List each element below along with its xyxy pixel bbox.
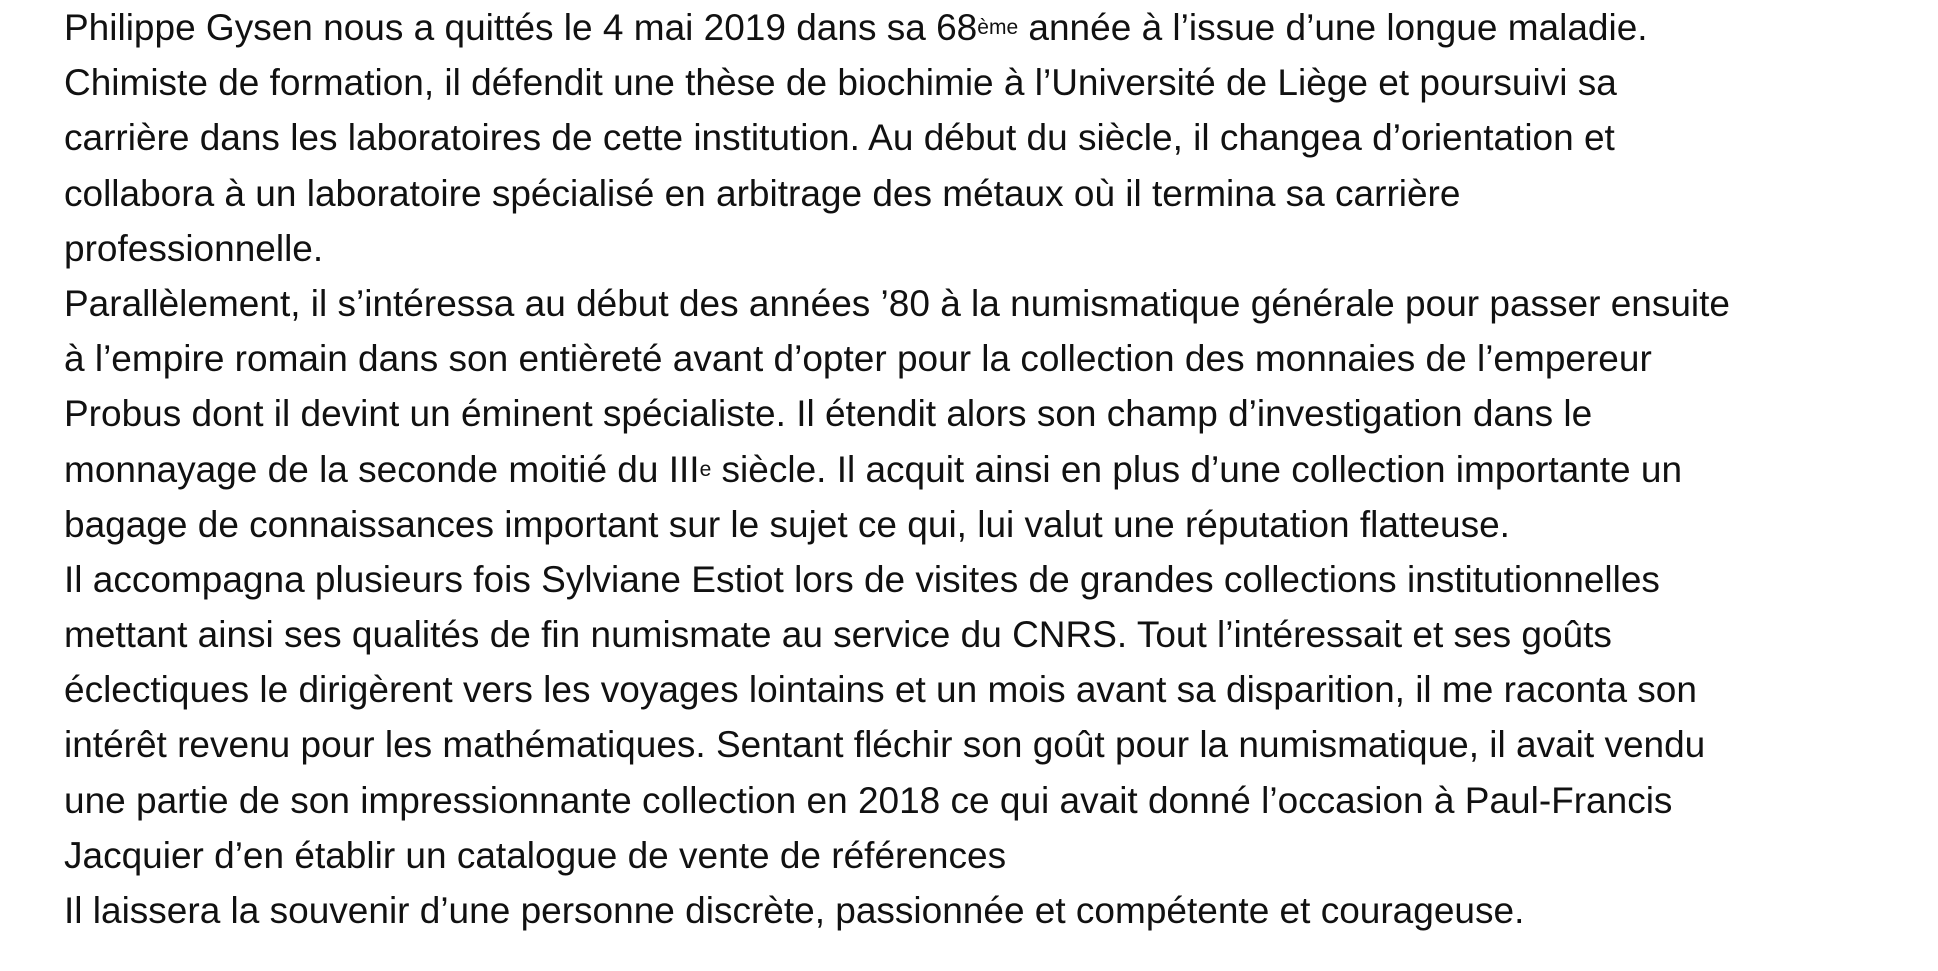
document-body [64,0,1924,938]
text-line: intérêt revenu pour les mathématiques. Sentant fléchir son goût pour la numismatique, il avait vendu [64,724,1706,766]
text-segment: Philippe Gysen nous a quittés le 4 mai 2019 dans sa 68 [64,7,978,48]
text-line: éclectiques le dirigèrent vers les voyages lointains et un mois avant sa disparition, il me raconta son [64,669,1697,711]
text-line: professionnelle. [64,227,324,269]
text-segment: monnayage de la seconde moitié du III [64,448,700,490]
text-segment: siècle. Il acquit ainsi en plus d’une collection importante un [711,448,1683,490]
text-line: à l’empire romain dans son entièreté avant d’opter pour la collection des monnaies de l’empereur [64,338,1652,380]
text-line: mettant ainsi ses qualités de fin numismate au service du CNRS. Tout l’intéressait et ses goûts [64,614,1612,656]
text-line: carrière dans les laboratoires de cette institution. Au début du siècle, il changea d’orientation et [64,117,1615,159]
text-line: Jacquier d’en établir un catalogue de vente de références [64,834,1007,876]
superscript: e [699,457,712,481]
text-line: Il laissera la souvenir d’une personne discrète, passionnée et compétente et courageuse. [64,890,1525,931]
text-line [64,442,1924,497]
text-line: bagage de connaissances important sur le sujet ce qui, lui valut une réputation flatteuse. [64,503,1510,545]
text-line: Il accompagna plusieurs fois Sylviane Estiot lors de visites de grandes collections institutionnelles [64,558,1660,600]
text-line: Probus dont il devint un éminent spécialiste. Il étendit alors son champ d’investigation dans le [64,393,1593,435]
text-line: une partie de son impressionnante collection en 2018 ce qui avait donné l’occasion à Paul-Francis [64,779,1673,821]
text-line [64,0,1924,55]
text-line: Parallèlement, il s’intéressa au début des années ’80 à la numismatique générale pour passer ensuite [64,282,1731,324]
text-line: Chimiste de formation, il défendit une thèse de biochimie à l’Université de Liège et poursuivi sa [64,62,1617,104]
text-segment: année à l’issue d’une longue maladie. [1018,7,1648,48]
superscript: ème [977,16,1019,39]
text-line: collabora à un laboratoire spécialisé en arbitrage des métaux où il termina sa carrière [64,172,1461,214]
